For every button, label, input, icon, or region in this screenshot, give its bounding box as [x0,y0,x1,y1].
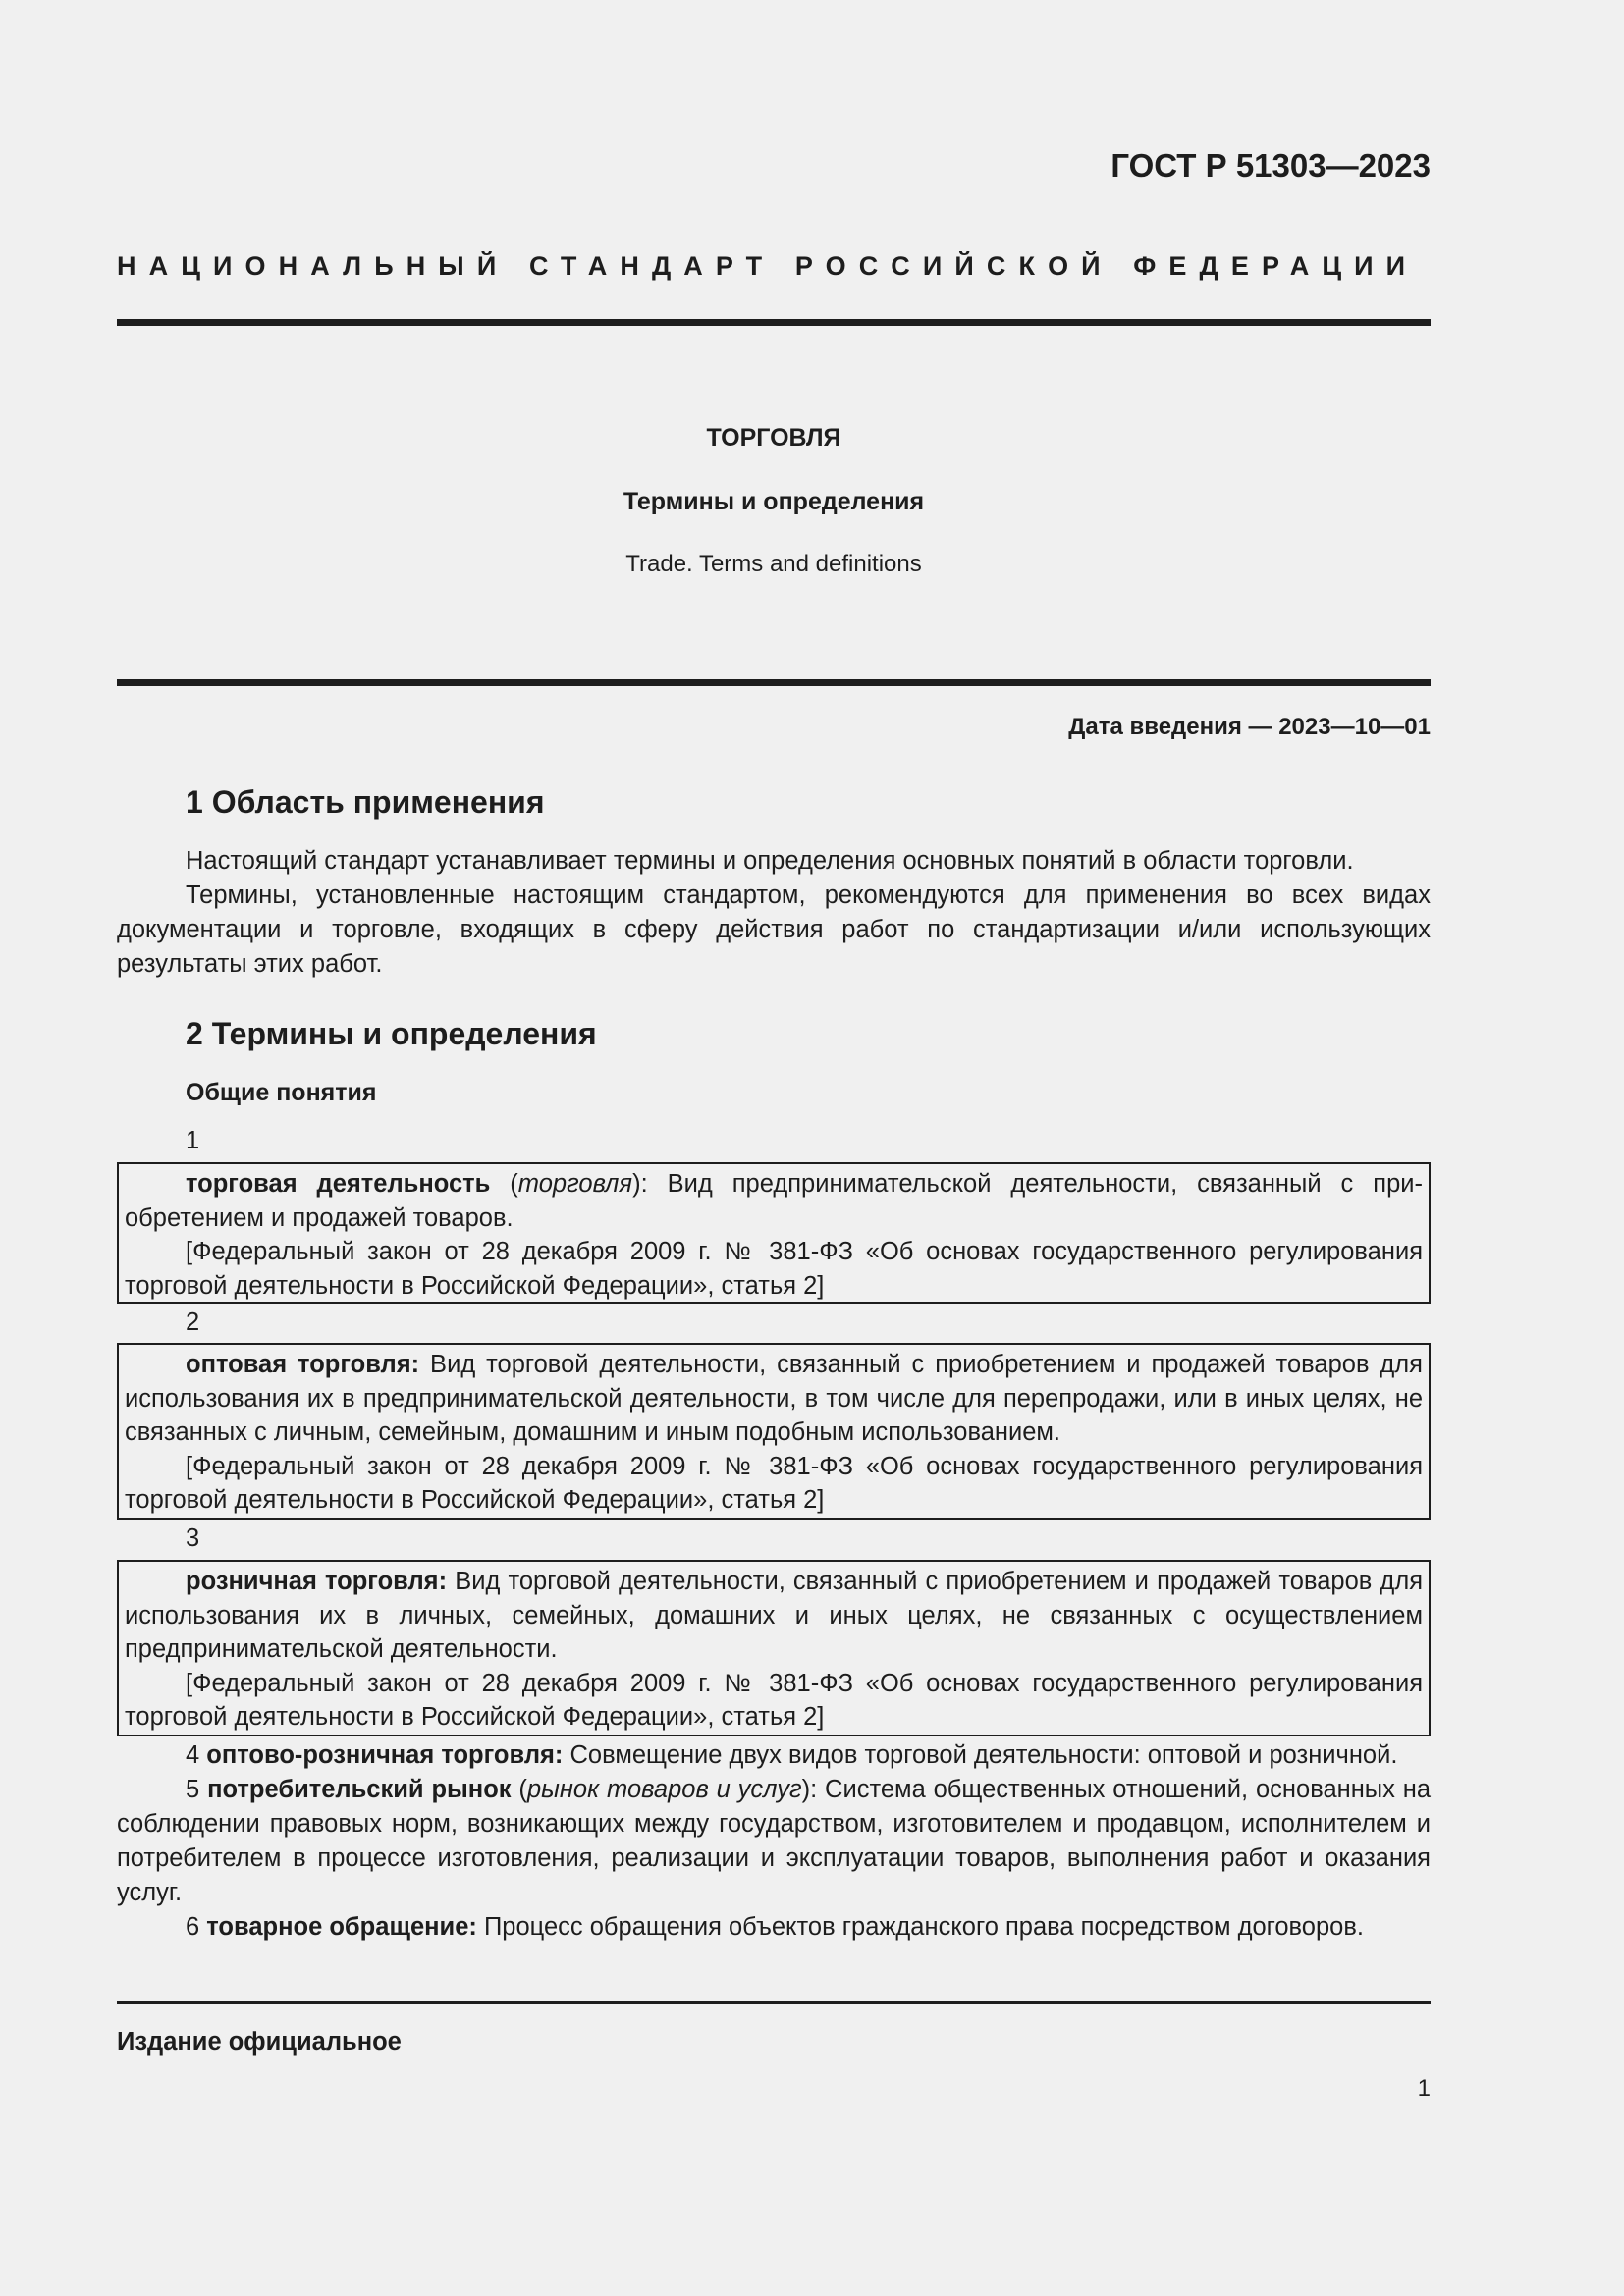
footer-rule [117,2001,1431,2004]
introduction-date: Дата введения — 2023—10—01 [1068,714,1431,740]
term-entry: 6 товарное обращение: Процесс обращения объектов гражданского права посредством договоров. [186,1913,1364,1941]
term-definition: оптовая торговля: Вид торговой деятельности, связанный с приобретением и продажей товаров для использования их в предпринимательской деятельности, в том числе для перепродажи, или в иных целях, не связанных с личным, семейным, домашним и иным подобным использованием. [125,1351,1423,1446]
term-box [117,1560,1431,1736]
page-number: 1 [1417,2075,1431,2102]
term-list [117,1738,1431,1945]
term-definition: торговая деятельность (торговля): Вид предпринимательской деятельности, связанный с приобретением и продажей товаров. [125,1170,1424,1232]
document-title: ТОРГОВЛЯ [706,424,841,452]
term-source: [Федеральный закон от 28 декабря 2009 г. № 381-ФЗ «Об основах государственного регулирования торговой деятельности в Российской Федерации», статья 2] [125,1669,1423,1731]
term-name: торговая деятельность [186,1170,491,1198]
term-number: 1 [186,1127,200,1154]
document-subtitle: Термины и определения [623,488,925,515]
official-edition-label: Издание официальное [117,2028,402,2056]
term-synonym: рынок товаров и услуг [526,1776,802,1803]
section-1-heading: 1 Область применения [186,784,545,820]
title-rule [117,679,1431,686]
national-standard-banner: НАЦИОНАЛЬНЫЙ СТАНДАРТ РОССИЙСКОЙ ФЕДЕРАЦИИ [117,251,1419,281]
term-synonym: торговля [517,1170,633,1198]
term-name: оптово-розничная торговля: [206,1741,564,1769]
scope-paragraph: Термины, установленные настоящим стандартом, рекомендуются для применения во всех видах документации и торговле, входящих в сферу действия работ по стандартизации и/или использующих результаты этих работ. [117,881,1431,978]
term-box [117,1343,1431,1520]
term-definition: розничная торговля: Вид торговой деятельности, связанный с приобретением и продажей товаров для использования их в личных, семейных, домашних и иных целях, не связанных с осуществлением предпринимательской деятельности. [125,1568,1424,1663]
term-source: [Федеральный закон от 28 декабря 2009 г. № 381-ФЗ «Об основах государственного регулирования торговой деятельности в Российской Федерации», статья 2] [125,1238,1423,1300]
section-1-text [117,844,1431,982]
general-concepts-subheading: Общие понятия [186,1079,377,1106]
header-rule [117,319,1431,326]
document-title-english: Trade. Terms and definitions [625,551,922,577]
term-name: потребительский рынок [207,1776,512,1803]
term-entry: 5 потребительский рынок (рынок товаров и услуг): Система общественных отношений, основанных на соблюдении правовых норм, возникающих между государством, изготовителем и продавцом, исполнителем и потребителем в процессе изготовления, реализации и эксплуатации товаров, выполнения работ и оказания услуг. [117,1776,1432,1906]
term-box [117,1162,1431,1304]
term-number: 3 [186,1524,200,1552]
term-number: 2 [186,1308,200,1336]
term-entry: 4 оптово-розничная торговля: Совмещение двух видов торговой деятельности: оптовой и розничной. [186,1741,1398,1769]
term-name: оптовая торговля: [186,1351,420,1378]
term-source: [Федеральный закон от 28 декабря 2009 г. № 381-ФЗ «Об основах государственного регулирования торговой деятельности в Российской Федерации», статья 2] [125,1452,1423,1514]
term-name: товарное обращение: [206,1913,477,1941]
scope-paragraph: Настоящий стандарт устанавливает термины и определения основных понятий в области торговли. [186,847,1354,875]
standard-code: ГОСТ Р 51303—2023 [1110,147,1431,184]
section-2-heading: 2 Термины и определения [186,1016,597,1051]
term-name: розничная торговля: [186,1568,448,1595]
